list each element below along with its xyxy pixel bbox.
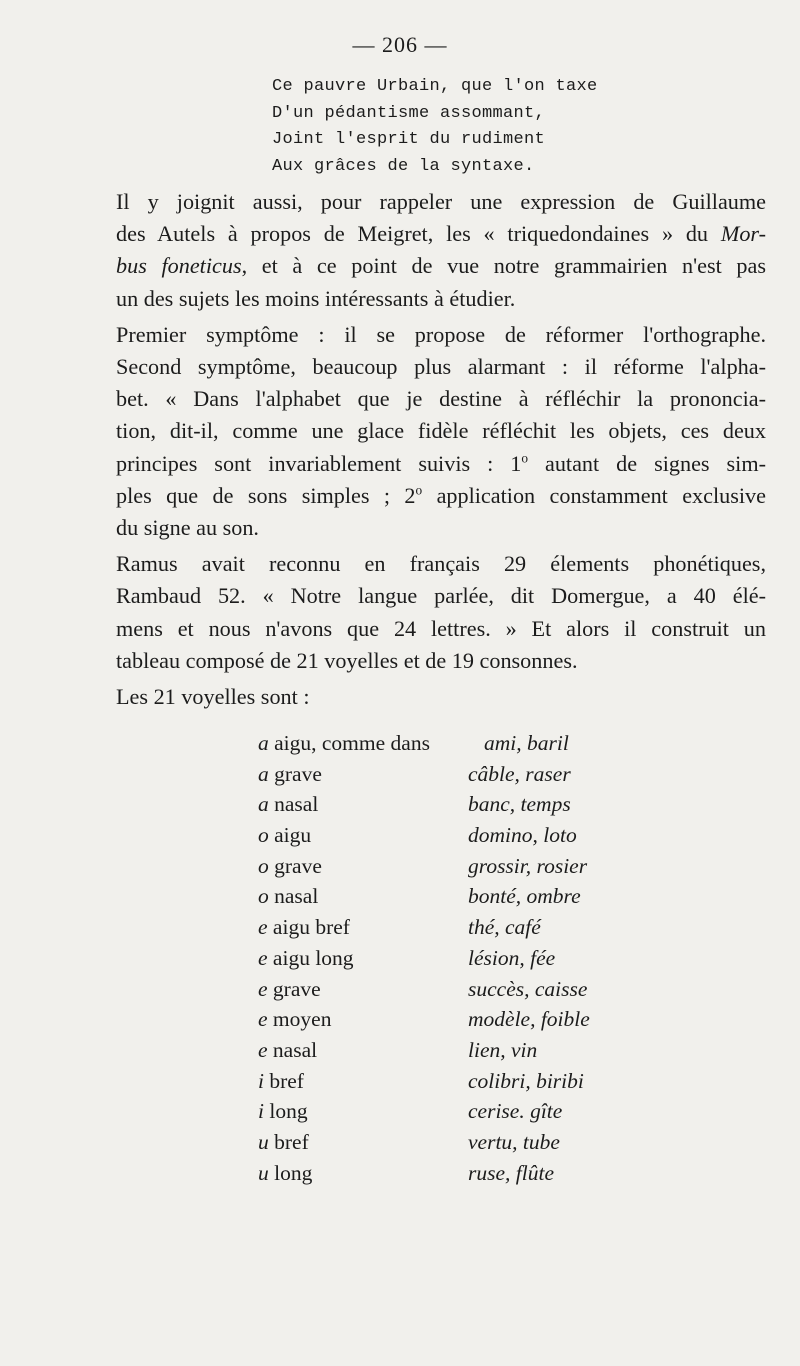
page-number: — 206 — bbox=[352, 32, 448, 57]
vowel-letter: e bbox=[258, 1037, 268, 1062]
text-line bbox=[90, 218, 766, 250]
text-line: Premier symptôme : il se propose de réformer l'orthographe. bbox=[116, 321, 766, 347]
vowel-letter: o bbox=[258, 884, 269, 909]
text-line bbox=[90, 448, 766, 480]
vowel-examples: banc, temps bbox=[468, 792, 571, 817]
vowel-quality: nasal bbox=[268, 792, 319, 817]
vowel-examples: thé, café bbox=[468, 915, 541, 940]
vowel-letter: a bbox=[258, 731, 269, 755]
vowel-quality: bref bbox=[263, 1068, 304, 1093]
vowel-quality: grave bbox=[268, 853, 322, 878]
vowel-name bbox=[258, 1004, 331, 1035]
ordinal-superscript: o bbox=[521, 450, 528, 466]
vowel-name bbox=[258, 1158, 312, 1189]
text-line bbox=[90, 480, 766, 512]
paragraph-2 bbox=[90, 319, 766, 544]
text-span: autant de signes sim- bbox=[528, 450, 766, 476]
text-span: , et à ce point de vue notre grammairien n'est pas bbox=[241, 253, 766, 279]
vowel-letter: e bbox=[258, 915, 268, 940]
vowel-quality: moyen bbox=[267, 1007, 332, 1032]
vowel-quality: long bbox=[263, 1099, 308, 1124]
vowel-examples: cerise. gîte bbox=[468, 1099, 563, 1124]
text-span: des Autels à propos de Meigret, les « triquedondaines » du bbox=[116, 221, 721, 247]
paragraph-1 bbox=[90, 186, 766, 315]
vowel-letter: o bbox=[258, 853, 269, 878]
vowel-examples: lien, vin bbox=[468, 1037, 538, 1062]
vowel-examples: lésion, fée bbox=[468, 945, 556, 970]
vowel-letter: u bbox=[258, 1129, 269, 1154]
text-line: tableau composé de 21 voyelles et de 19 consonnes. bbox=[116, 647, 578, 673]
text-span: principes sont invariablement suivis : 1 bbox=[116, 450, 522, 476]
text-line: Rambaud 52. « Notre langue parlée, dit Domergue, a 40 élé- bbox=[116, 583, 766, 609]
vowel-quality: long bbox=[268, 1160, 313, 1185]
verse-line: D'un pédantisme assommant, bbox=[272, 103, 546, 123]
vowel-quality: grave bbox=[267, 976, 321, 1001]
vowel-examples: vertu, tube bbox=[468, 1129, 560, 1154]
text-line: tion, dit-il, comme une glace fidèle réfléchit les objets, ces deux bbox=[116, 418, 766, 444]
vowel-quality: grave bbox=[268, 761, 322, 786]
vowel-letter: a bbox=[258, 761, 269, 786]
vowel-letter: u bbox=[258, 1160, 269, 1185]
text-line: un des sujets les moins intéressants à étudier. bbox=[116, 285, 516, 311]
vowel-quality: nasal bbox=[267, 1037, 318, 1062]
vowel-quality: aigu, comme dans bbox=[268, 731, 430, 755]
vowel-examples: succès, caisse bbox=[468, 976, 588, 1001]
verse-line: Aux grâces de la syntaxe. bbox=[272, 156, 535, 176]
vowel-name bbox=[258, 974, 321, 1005]
vowel-letter: i bbox=[258, 1099, 264, 1124]
vowel-examples: ami, baril bbox=[484, 731, 569, 755]
vowel-letter: a bbox=[258, 792, 269, 817]
text-span: ples que de sons simples ; 2 bbox=[116, 482, 416, 508]
vowel-examples: colibri, biribi bbox=[468, 1068, 584, 1093]
ordinal-superscript: o bbox=[415, 482, 423, 498]
verse-line: Ce pauvre Urbain, que l'on taxe bbox=[272, 77, 598, 96]
verse-line: Joint l'esprit du rudiment bbox=[272, 130, 546, 149]
vowel-name bbox=[258, 728, 430, 759]
vowel-quality: nasal bbox=[268, 884, 319, 909]
verse-quotation bbox=[272, 74, 598, 180]
vowel-name bbox=[258, 1096, 308, 1127]
text-line: Il y joignit aussi, pour rappeler une expression de Guillaume bbox=[116, 189, 766, 214]
vowel-examples: grossir, rosier bbox=[468, 853, 588, 878]
vowel-name bbox=[258, 820, 311, 851]
text-line: bet. « Dans l'alphabet que je destine à réfléchir la prononcia- bbox=[116, 386, 766, 412]
text-line: du signe au son. bbox=[116, 515, 259, 541]
vowel-name bbox=[258, 759, 322, 790]
vowel-name bbox=[258, 1127, 309, 1158]
vowel-name bbox=[258, 789, 318, 820]
text-line bbox=[90, 250, 766, 282]
vowel-name bbox=[258, 912, 350, 943]
vowel-examples: ruse, flûte bbox=[468, 1160, 554, 1185]
italic-term: bus foneticus bbox=[116, 253, 242, 279]
vowel-examples: bonté, ombre bbox=[468, 884, 581, 909]
vowel-name bbox=[258, 1066, 304, 1097]
vowel-quality: aigu long bbox=[267, 945, 354, 970]
vowel-name bbox=[258, 851, 322, 882]
paragraph-3 bbox=[90, 548, 766, 677]
vowel-quality: bref bbox=[268, 1129, 309, 1154]
vowel-letter: i bbox=[258, 1068, 264, 1093]
vowel-examples: câble, raser bbox=[468, 761, 571, 786]
text-span: application constamment exclusive bbox=[422, 482, 767, 508]
paragraph-4 bbox=[90, 681, 766, 713]
vowel-examples: domino, loto bbox=[468, 823, 577, 848]
vowel-name bbox=[258, 1035, 317, 1066]
vowel-letter: e bbox=[258, 976, 268, 1001]
vowel-name bbox=[258, 881, 318, 912]
text-line: Second symptôme, beaucoup plus alarmant : il réforme l'alpha- bbox=[116, 354, 766, 380]
vowel-letter: e bbox=[258, 1007, 268, 1032]
vowel-letter: e bbox=[258, 945, 268, 970]
vowel-quality: aigu bbox=[268, 823, 312, 848]
italic-term: Mor- bbox=[720, 221, 766, 247]
text-line: Les 21 voyelles sont : bbox=[116, 684, 310, 710]
vowel-name bbox=[258, 943, 354, 974]
text-line: mens et nous n'avons que 24 lettres. » Et alors il construit un bbox=[116, 615, 766, 641]
vowel-examples: modèle, foible bbox=[468, 1007, 590, 1032]
body-text bbox=[90, 186, 766, 717]
text-line: Ramus avait reconnu en français 29 élements phonétiques, bbox=[116, 551, 766, 577]
vowel-letter: o bbox=[258, 823, 269, 848]
vowel-quality: aigu bref bbox=[267, 915, 350, 940]
